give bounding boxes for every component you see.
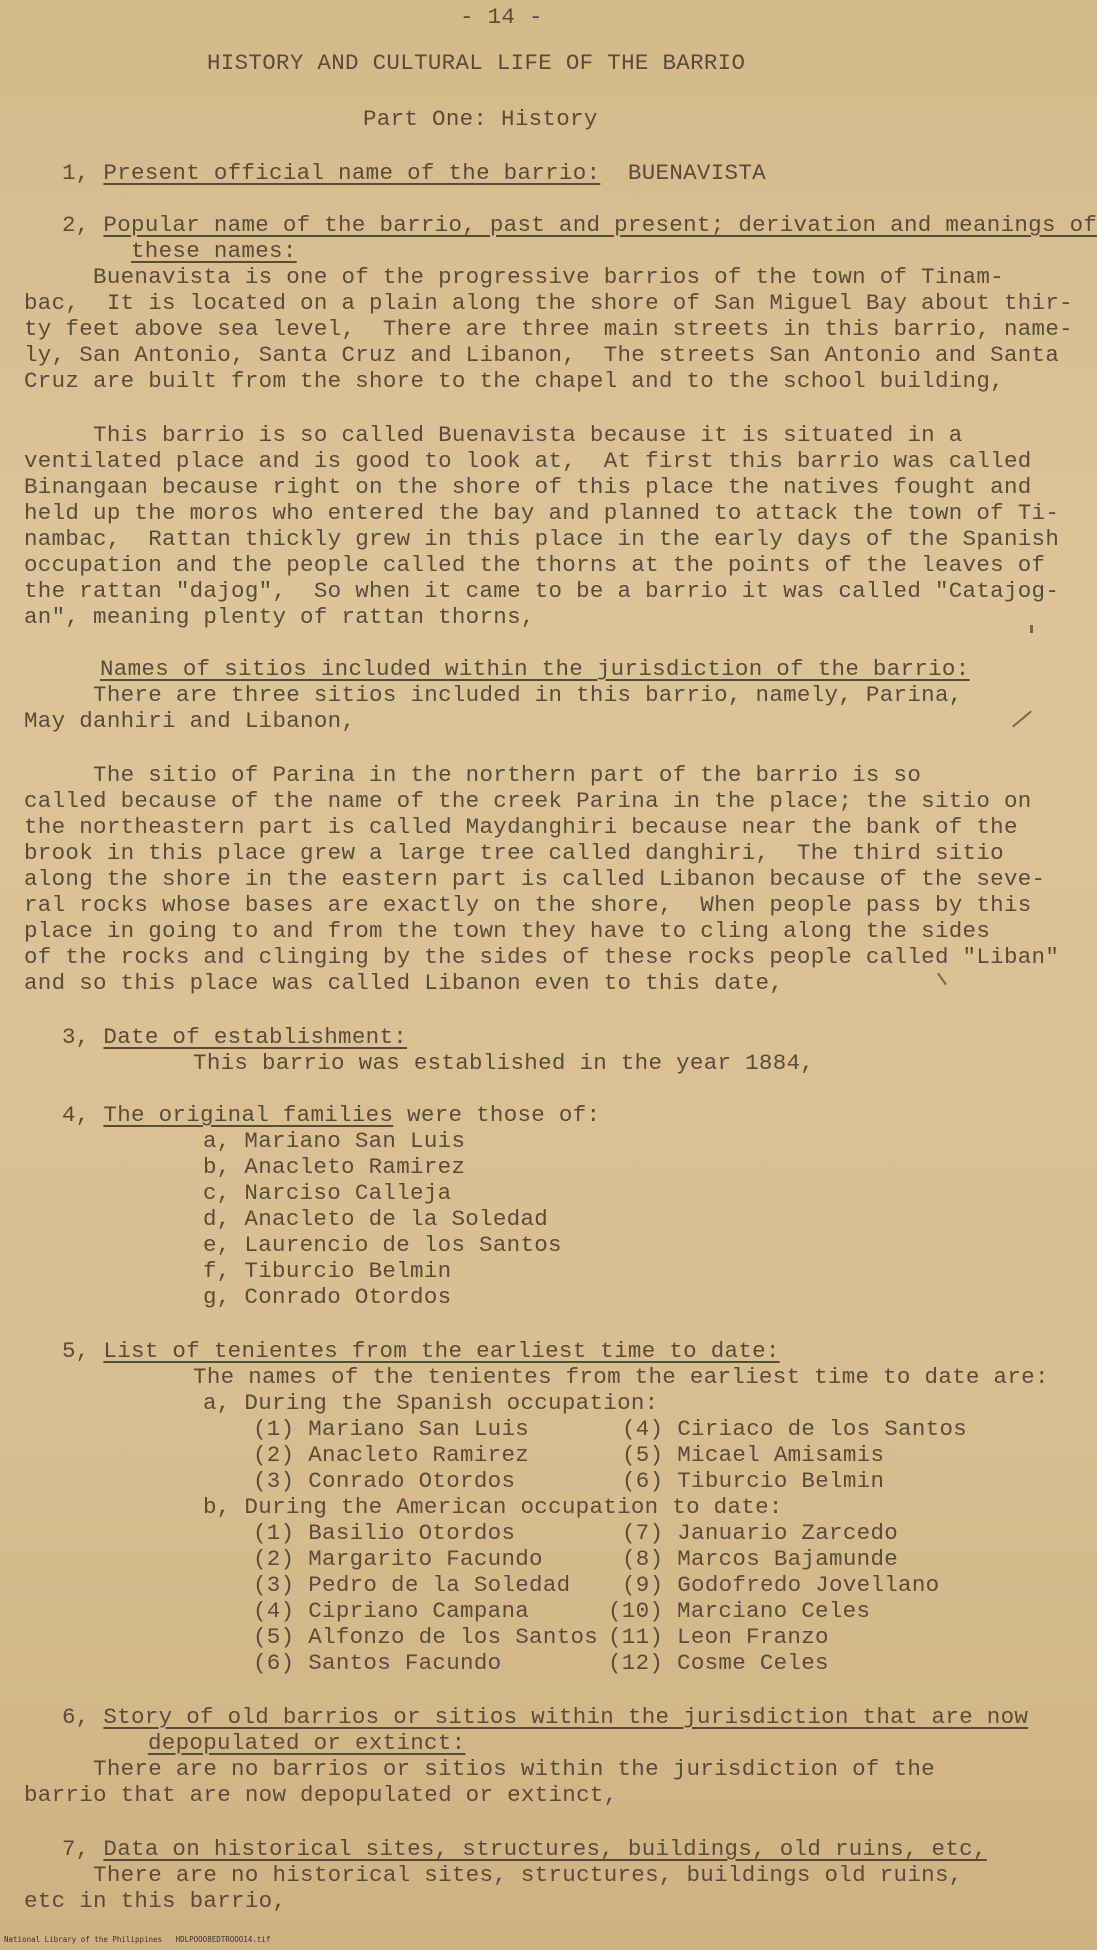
- sitios-paragraph-line: of the rocks and clinging by the sides of these rocks people called "Liban": [24, 944, 1060, 970]
- family-item: c, Narciso Calleja: [203, 1180, 452, 1206]
- document-title: HISTORY AND CULTURAL LIFE OF THE BARRIO: [207, 50, 746, 76]
- section-2-paragraph-line: Buenavista is one of the progressive barrios of the town of Tinam-: [24, 264, 1004, 290]
- section-4-heading-rest: were those of:: [393, 1102, 601, 1128]
- section-4-label: 4,: [62, 1102, 104, 1128]
- section-2-paragraph-line: ty feet above sea level, There are three main streets in this barrio, name-: [24, 316, 1073, 342]
- section-2-paragraph-line: nambac, Rattan thickly grew in this place in the early days of the Spanish: [24, 526, 1060, 552]
- teniente-spanish: (2) Anacleto Ramirez: [253, 1442, 530, 1468]
- sitios-paragraph-line: and so this place was called Libanon even to this date,: [24, 970, 784, 996]
- sitios-paragraph-line: along the shore in the eastern part is called Libanon because of the seve-: [24, 866, 1046, 892]
- family-item: b, Anacleto Ramirez: [203, 1154, 466, 1180]
- page-number: - 14 -: [460, 4, 543, 30]
- section-5-intro: The names of the tenientes from the earliest time to date are:: [124, 1364, 1049, 1390]
- sitios-heading: Names of sitios included within the jurisdiction of the barrio:: [100, 656, 970, 682]
- sitios-paragraph-line: place in going to and from the town they have to cling along the sides: [24, 918, 991, 944]
- teniente-american: (12) Cosme Celes: [608, 1650, 829, 1676]
- section-7-heading-text: Data on historical sites, structures, buildings, old ruins, etc,: [103, 1836, 987, 1862]
- section-2-paragraph-line: Cruz are built from the shore to the chapel and to the school building,: [24, 368, 1004, 394]
- section-2-paragraph-line: ly, San Antonio, Santa Cruz and Libanon, The streets San Antonio and Santa: [24, 342, 1060, 368]
- section-5-label: 5,: [62, 1338, 104, 1364]
- section-1-answer: BUENAVISTA: [600, 160, 766, 186]
- teniente-spanish: (6) Tiburcio Belmin: [622, 1468, 885, 1494]
- teniente-american: (10) Marciano Celes: [608, 1598, 871, 1624]
- sitios-paragraph-line: brook in this place grew a large tree called danghiri, The third sitio: [24, 840, 1004, 866]
- section-6-heading: [62, 1704, 1028, 1730]
- section-5-heading-text: List of tenientes from the earliest time to date:: [103, 1338, 780, 1364]
- section-4-heading-text: The original families: [103, 1102, 394, 1128]
- teniente-american: (2) Margarito Facundo: [253, 1546, 543, 1572]
- sitios-paragraph-line: called because of the name of the creek Parina in the place; the sitio on: [24, 788, 1032, 814]
- teniente-american: (9) Godofredo Jovellano: [622, 1572, 940, 1598]
- part-title: Part One: History: [363, 106, 598, 132]
- sitios-paragraph-line: ral rocks whose bases are exactly on the shore, When people pass by this: [24, 892, 1032, 918]
- section-1-heading: Present official name of the barrio:: [103, 160, 601, 186]
- teniente-spanish: (4) Ciriaco de los Santos: [622, 1416, 968, 1442]
- spanish-occupation-label: a, During the Spanish occupation:: [203, 1390, 659, 1416]
- family-item: a, Mariano San Luis: [203, 1128, 466, 1154]
- section-7-text-line: There are no historical sites, structures, buildings old ruins,: [24, 1862, 963, 1888]
- section-1: [62, 160, 766, 186]
- section-2-paragraph-line: ventilated place and is good to look at, At first this barrio was called: [24, 448, 1032, 474]
- section-2-label: 2,: [62, 212, 104, 238]
- pencil-mark: [937, 973, 947, 986]
- section-2-paragraph-line: occupation and the people called the thorns at the points of the leaves of: [24, 552, 1046, 578]
- scan-footer: National Library of the Philippines HDLPOOO8EDTROOO14.tif: [4, 1935, 271, 1944]
- section-7-label: 7,: [62, 1836, 104, 1862]
- section-2-paragraph-line: held up the moros who entered the bay and planned to attack the town of Ti-: [24, 500, 1060, 526]
- pencil-mark: [1012, 711, 1032, 728]
- pencil-mark: [1030, 625, 1033, 633]
- section-7-heading: [62, 1836, 987, 1862]
- section-6-text-line: barrio that are now depopulated or extinct,: [24, 1782, 618, 1808]
- sitios-paragraph-line: the northeastern part is called Maydanghiri because near the bank of the: [24, 814, 1018, 840]
- teniente-american: (11) Leon Franzo: [608, 1624, 829, 1650]
- teniente-american: (1) Basilio Otordos: [253, 1520, 516, 1546]
- section-7-text-line: etc in this barrio,: [24, 1888, 287, 1914]
- section-5-heading: [62, 1338, 780, 1364]
- sitios-paragraph-line: There are three sitios included in this barrio, namely, Parina,: [24, 682, 963, 708]
- section-2-paragraph-line: bac, It is located on a plain along the shore of San Miguel Bay about thir-: [24, 290, 1073, 316]
- section-1-label: 1,: [62, 160, 104, 186]
- family-item: f, Tiburcio Belmin: [203, 1258, 452, 1284]
- section-3-heading-text: Date of establishment:: [103, 1024, 408, 1050]
- section-2-heading: [62, 212, 1097, 238]
- section-6-text-line: There are no barrios or sitios within the jurisdiction of the: [24, 1756, 935, 1782]
- family-item: g, Conrado Otordos: [203, 1284, 452, 1310]
- teniente-spanish: (5) Micael Amisamis: [622, 1442, 885, 1468]
- teniente-spanish: (3) Conrado Otordos: [253, 1468, 516, 1494]
- family-item: d, Anacleto de la Soledad: [203, 1206, 549, 1232]
- teniente-american: (7) Januario Zarcedo: [622, 1520, 899, 1546]
- teniente-american: (8) Marcos Bajamunde: [622, 1546, 899, 1572]
- section-2-heading-line-2: these names:: [131, 238, 297, 264]
- section-2-paragraph-line: an", meaning plenty of rattan thorns,: [24, 604, 535, 630]
- section-6-heading-line-1: Story of old barrios or sitios within the jurisdiction that are now: [103, 1704, 1029, 1730]
- section-2-paragraph-line: Binangaan because right on the shore of this place the natives fought and: [24, 474, 1032, 500]
- section-6-label: 6,: [62, 1704, 104, 1730]
- teniente-spanish: (1) Mariano San Luis: [253, 1416, 530, 1442]
- sitios-paragraph-line: May danhiri and Libanon,: [24, 708, 356, 734]
- section-4-heading: [62, 1102, 600, 1128]
- section-2-paragraph-line: the rattan "dajog", So when it came to be a barrio it was called "Catajog-: [24, 578, 1060, 604]
- section-2-paragraph-line: This barrio is so called Buenavista because it is situated in a: [24, 422, 963, 448]
- teniente-american: (6) Santos Facundo: [253, 1650, 502, 1676]
- section-3-text: This barrio was established in the year 1884,: [124, 1050, 815, 1076]
- sitios-paragraph-line: The sitio of Parina in the northern part of the barrio is so: [24, 762, 922, 788]
- american-occupation-label: b, During the American occupation to date:: [203, 1494, 783, 1520]
- section-3-heading: [62, 1024, 407, 1050]
- teniente-american: (4) Cipriano Campana: [253, 1598, 530, 1624]
- section-6-heading-line-2: depopulated or extinct:: [148, 1730, 466, 1756]
- section-3-label: 3,: [62, 1024, 104, 1050]
- family-item: e, Laurencio de los Santos: [203, 1232, 562, 1258]
- teniente-american: (3) Pedro de la Soledad: [253, 1572, 571, 1598]
- teniente-american: (5) Alfonzo de los Santos: [253, 1624, 599, 1650]
- section-2-heading-line-1: Popular name of the barrio, past and present; derivation and meanings of: [103, 212, 1097, 238]
